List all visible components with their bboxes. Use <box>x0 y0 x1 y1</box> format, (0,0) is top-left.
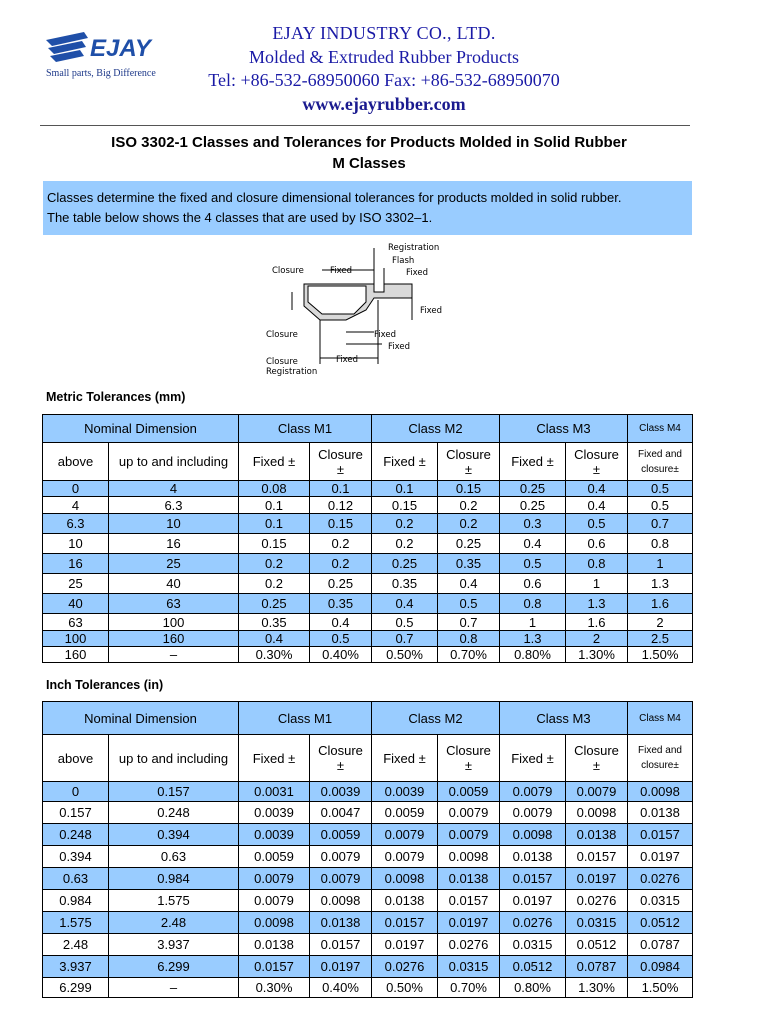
table-cell: 1.50% <box>628 647 693 663</box>
table-cell: 0.0039 <box>310 782 372 802</box>
table-cell: 0.2 <box>239 554 310 574</box>
diagram-label: Fixed <box>330 266 353 276</box>
table-cell: 0.25 <box>372 554 438 574</box>
table-cell: 0.0157 <box>438 890 500 912</box>
subheader-fixed: Fixed ± <box>372 735 438 782</box>
table-cell: 0.35 <box>239 614 310 631</box>
table-cell: 4 <box>109 481 239 497</box>
table-cell: 0.0079 <box>438 824 500 846</box>
table-cell: 0.0079 <box>500 782 566 802</box>
table-cell: 0.0059 <box>438 782 500 802</box>
table-cell: 0.25 <box>500 497 566 514</box>
subheader-upto: up to and including <box>109 443 239 481</box>
table-subheader-row <box>43 443 693 481</box>
table-cell: 6.299 <box>43 978 109 998</box>
table-cell: 0.35 <box>438 554 500 574</box>
company-website[interactable]: www.ejayrubber.com <box>302 94 466 114</box>
table-cell: 3.937 <box>43 956 109 978</box>
table-cell: 0.0079 <box>372 824 438 846</box>
table-cell: 160 <box>109 631 239 647</box>
table-cell: 0.0197 <box>628 846 693 868</box>
table-cell: 2.48 <box>109 912 239 934</box>
logo-wordmark: EJAY <box>90 35 151 62</box>
description-box <box>43 181 692 235</box>
table-cell: 0.0787 <box>628 934 693 956</box>
table-cell: 0.4 <box>372 594 438 614</box>
table-cell: 0.0157 <box>500 868 566 890</box>
table-cell: 0.984 <box>109 868 239 890</box>
table-cell: 0.4 <box>310 614 372 631</box>
table-row <box>43 554 693 574</box>
table-row <box>43 647 693 663</box>
subheader-m4: Fixed and closure± <box>628 443 693 481</box>
table-cell: 0.2 <box>372 534 438 554</box>
subheader-fixed: Fixed ± <box>500 443 566 481</box>
table-cell: 0.394 <box>109 824 239 846</box>
metric-tolerance-table <box>42 414 693 663</box>
table-cell: 0.1 <box>310 481 372 497</box>
table-cell: 0.248 <box>109 802 239 824</box>
diagram-label: Closure <box>266 357 298 367</box>
table-cell: 0.0157 <box>628 824 693 846</box>
subheader-closure: Closure ± <box>438 735 500 782</box>
table-cell: 0.0031 <box>239 782 310 802</box>
table-cell: 0.0098 <box>438 846 500 868</box>
table-cell: 0.4 <box>239 631 310 647</box>
table-cell: 0.40% <box>310 647 372 663</box>
header-divider <box>40 125 690 126</box>
table-row <box>43 978 693 998</box>
table-cell: 0.0197 <box>310 956 372 978</box>
table-cell: 0.80% <box>500 978 566 998</box>
metric-section-label: Metric Tolerances (mm) <box>46 390 186 404</box>
table-cell: 0.80% <box>500 647 566 663</box>
table-cell: 0.25 <box>438 534 500 554</box>
table-cell: 0.0098 <box>500 824 566 846</box>
table-row <box>43 802 693 824</box>
company-products: Molded & Extruded Rubber Products <box>249 47 519 67</box>
table-cell: 0.0059 <box>239 846 310 868</box>
table-cell: 0 <box>43 481 109 497</box>
table-cell: – <box>109 978 239 998</box>
diagram-label: Registration <box>388 243 440 253</box>
table-cell: 0.1 <box>372 481 438 497</box>
table-cell: 0.63 <box>109 846 239 868</box>
table-cell: 0.157 <box>109 782 239 802</box>
description-line: The table below shows the 4 classes that are used by ISO 3302–1. <box>47 210 433 225</box>
table-cell: 0.70% <box>438 647 500 663</box>
table-cell: 0.0098 <box>372 868 438 890</box>
table-cell: 0.0059 <box>310 824 372 846</box>
table-row <box>43 481 693 497</box>
table-cell: 0.30% <box>239 647 310 663</box>
table-cell: 16 <box>43 554 109 574</box>
table-cell: 2.48 <box>43 934 109 956</box>
diagram-label: Fixed <box>406 268 429 278</box>
header-class-m4: Class M4 <box>628 702 693 735</box>
table-cell: 0.35 <box>372 574 438 594</box>
table-subheader-row <box>43 735 693 782</box>
table-cell: 0.15 <box>372 497 438 514</box>
table-cell: 0.8 <box>500 594 566 614</box>
table-cell: 0.0197 <box>500 890 566 912</box>
table-cell: 0.2 <box>239 574 310 594</box>
table-cell: 0.0138 <box>372 890 438 912</box>
table-cell: 0.2 <box>372 514 438 534</box>
diagram-label: Closure <box>272 266 304 276</box>
table-cell: 16 <box>109 534 239 554</box>
table-row <box>43 534 693 554</box>
table-cell: 0.0047 <box>310 802 372 824</box>
table-cell: 0.0098 <box>566 802 628 824</box>
table-cell: 0.2 <box>310 534 372 554</box>
table-cell: 0.0138 <box>438 868 500 890</box>
table-cell: 0.40% <box>310 978 372 998</box>
subheader-fixed: Fixed ± <box>372 443 438 481</box>
subheader-above: above <box>43 443 109 481</box>
table-cell: 4 <box>43 497 109 514</box>
table-cell: 0.7 <box>438 614 500 631</box>
table-cell: 0.25 <box>500 481 566 497</box>
table-cell: 0.0098 <box>628 782 693 802</box>
table-cell: 25 <box>43 574 109 594</box>
table-cell: 0.0079 <box>566 782 628 802</box>
diagram-label: Fixed <box>388 342 411 352</box>
table-row <box>43 631 693 647</box>
subheader-closure: Closure ± <box>310 735 372 782</box>
table-cell: 0.08 <box>239 481 310 497</box>
header-class-m1: Class M1 <box>239 415 372 443</box>
table-cell: 0.70% <box>438 978 500 998</box>
table-cell: 0.0276 <box>628 868 693 890</box>
table-cell: 0.0039 <box>239 824 310 846</box>
table-header-row <box>43 415 693 443</box>
header-class-m4: Class M4 <box>628 415 693 443</box>
header-class-m3: Class M3 <box>500 702 628 735</box>
table-cell: 0.5 <box>566 514 628 534</box>
table-cell: 0.3 <box>500 514 566 534</box>
table-cell: 0.30% <box>239 978 310 998</box>
table-cell: 0.248 <box>43 824 109 846</box>
table-header-row <box>43 702 693 735</box>
table-cell: 1.3 <box>566 594 628 614</box>
table-cell: 0.0079 <box>500 802 566 824</box>
table-cell: 1.50% <box>628 978 693 998</box>
table-cell: 1.30% <box>566 647 628 663</box>
table-cell: 0.5 <box>628 481 693 497</box>
table-cell: – <box>109 647 239 663</box>
subheader-closure: Closure ± <box>310 443 372 481</box>
table-cell: 0.8 <box>566 554 628 574</box>
table-cell: 0.0512 <box>628 912 693 934</box>
table-cell: 0.5 <box>310 631 372 647</box>
table-row <box>43 934 693 956</box>
table-cell: 0.0157 <box>239 956 310 978</box>
subheader-closure: Closure ± <box>566 443 628 481</box>
diagram-label: Registration <box>266 367 318 377</box>
table-cell: 0.5 <box>372 614 438 631</box>
table-cell: 0.394 <box>43 846 109 868</box>
table-cell: 0.4 <box>438 574 500 594</box>
table-cell: 1 <box>500 614 566 631</box>
table-cell: 63 <box>109 594 239 614</box>
table-cell: 0.0276 <box>438 934 500 956</box>
subheader-m4: Fixed and closure± <box>628 735 693 782</box>
table-cell: 1.6 <box>566 614 628 631</box>
table-cell: 1 <box>566 574 628 594</box>
table-cell: 0.0079 <box>372 846 438 868</box>
subheader-above: above <box>43 735 109 782</box>
table-cell: 0.15 <box>438 481 500 497</box>
table-cell: 0.25 <box>310 574 372 594</box>
table-cell: 0.0098 <box>310 890 372 912</box>
table-cell: 0.2 <box>310 554 372 574</box>
table-row <box>43 824 693 846</box>
table-row <box>43 846 693 868</box>
table-cell: 0.0059 <box>372 802 438 824</box>
table-cell: 0.35 <box>310 594 372 614</box>
company-contact: Tel: +86-532-68950060 Fax: +86-532-68950070 <box>208 70 560 90</box>
table-cell: 0.63 <box>43 868 109 890</box>
table-cell: 0.0157 <box>566 846 628 868</box>
table-cell: 0.0276 <box>566 890 628 912</box>
header-class-m3: Class M3 <box>500 415 628 443</box>
table-cell: 0.0276 <box>372 956 438 978</box>
subheader-closure: Closure ± <box>566 735 628 782</box>
table-cell: 10 <box>43 534 109 554</box>
table-row <box>43 514 693 534</box>
table-cell: 0.157 <box>43 802 109 824</box>
table-cell: 0.6 <box>566 534 628 554</box>
table-cell: 0.4 <box>500 534 566 554</box>
page-title: ISO 3302-1 Classes and Tolerances for Products Molded in Solid Rubber <box>111 134 627 151</box>
table-cell: 0.12 <box>310 497 372 514</box>
table-row <box>43 574 693 594</box>
table-cell: 0.0197 <box>372 934 438 956</box>
inch-tolerance-table <box>42 701 693 998</box>
table-cell: 0.0138 <box>566 824 628 846</box>
table-cell: 0.0512 <box>566 934 628 956</box>
subheader-fixed: Fixed ± <box>239 443 310 481</box>
subheader-fixed: Fixed ± <box>500 735 566 782</box>
table-cell: 1.3 <box>500 631 566 647</box>
diagram-label: Closure <box>266 330 298 340</box>
table-row <box>43 497 693 514</box>
table-cell: 0 <box>43 782 109 802</box>
header-class-m2: Class M2 <box>372 415 500 443</box>
table-cell: 63 <box>43 614 109 631</box>
table-cell: 100 <box>43 631 109 647</box>
table-cell: 0.0315 <box>566 912 628 934</box>
table-cell: 0.0138 <box>628 802 693 824</box>
table-cell: 0.0315 <box>628 890 693 912</box>
table-cell: 1.575 <box>43 912 109 934</box>
table-cell: 0.0512 <box>500 956 566 978</box>
table-cell: 0.4 <box>566 497 628 514</box>
table-row <box>43 956 693 978</box>
header-nominal: Nominal Dimension <box>43 702 239 735</box>
table-cell: 2.5 <box>628 631 693 647</box>
table-cell: 0.5 <box>500 554 566 574</box>
table-cell: 1.3 <box>628 574 693 594</box>
table-cell: 0.15 <box>310 514 372 534</box>
description-line: Classes determine the fixed and closure dimensional tolerances for products molded in solid rubber. <box>47 190 622 205</box>
company-name: EJAY INDUSTRY CO., LTD. <box>272 23 496 43</box>
page-subtitle: M Classes <box>332 155 406 172</box>
table-cell: 1 <box>628 554 693 574</box>
table-cell: 0.15 <box>239 534 310 554</box>
table-cell: 0.8 <box>628 534 693 554</box>
table-cell: 0.0079 <box>239 868 310 890</box>
diagram-label: Flash <box>392 256 415 266</box>
table-cell: 0.0197 <box>438 912 500 934</box>
table-cell: 0.2 <box>438 497 500 514</box>
table-cell: 0.4 <box>566 481 628 497</box>
table-cell: 0.0984 <box>628 956 693 978</box>
table-row <box>43 782 693 802</box>
company-tagline: Small parts, Big Difference <box>46 68 156 79</box>
table-cell: 0.0315 <box>500 934 566 956</box>
diagram-label: Fixed <box>374 330 397 340</box>
table-cell: 0.0039 <box>239 802 310 824</box>
table-cell: 40 <box>43 594 109 614</box>
table-row <box>43 912 693 934</box>
table-cell: 0.0197 <box>566 868 628 890</box>
table-cell: 0.0138 <box>500 846 566 868</box>
table-cell: 160 <box>43 647 109 663</box>
table-row <box>43 614 693 631</box>
table-cell: 0.6 <box>500 574 566 594</box>
header-nominal: Nominal Dimension <box>43 415 239 443</box>
subheader-fixed: Fixed ± <box>239 735 310 782</box>
table-cell: 0.0079 <box>310 846 372 868</box>
table-cell: 0.1 <box>239 514 310 534</box>
table-cell: 0.0157 <box>310 934 372 956</box>
table-cell: 0.25 <box>239 594 310 614</box>
table-cell: 3.937 <box>109 934 239 956</box>
table-cell: 0.0039 <box>372 782 438 802</box>
table-cell: 0.0276 <box>500 912 566 934</box>
table-cell: 40 <box>109 574 239 594</box>
table-cell: 0.984 <box>43 890 109 912</box>
table-cell: 10 <box>109 514 239 534</box>
table-cell: 0.0138 <box>239 934 310 956</box>
header-class-m1: Class M1 <box>239 702 372 735</box>
table-row <box>43 594 693 614</box>
part-inner <box>308 286 366 314</box>
table-cell: 100 <box>109 614 239 631</box>
table-cell: 0.0138 <box>310 912 372 934</box>
table-cell: 6.3 <box>109 497 239 514</box>
table-cell: 0.0079 <box>310 868 372 890</box>
table-cell: 0.0315 <box>438 956 500 978</box>
table-cell: 0.0079 <box>239 890 310 912</box>
table-cell: 0.0787 <box>566 956 628 978</box>
subheader-closure: Closure ± <box>438 443 500 481</box>
table-cell: 0.1 <box>239 497 310 514</box>
table-cell: 2 <box>628 614 693 631</box>
table-cell: 0.0079 <box>438 802 500 824</box>
table-cell: 0.2 <box>438 514 500 534</box>
table-cell: 0.0157 <box>372 912 438 934</box>
table-cell: 6.299 <box>109 956 239 978</box>
table-cell: 0.5 <box>628 497 693 514</box>
table-cell: 2 <box>566 631 628 647</box>
table-cell: 0.7 <box>628 514 693 534</box>
table-cell: 1.575 <box>109 890 239 912</box>
diagram-label: Fixed <box>336 355 359 365</box>
inch-section-label: Inch Tolerances (in) <box>46 678 164 692</box>
subheader-upto: up to and including <box>109 735 239 782</box>
table-cell: 0.0098 <box>239 912 310 934</box>
table-cell: 0.7 <box>372 631 438 647</box>
table-cell: 6.3 <box>43 514 109 534</box>
tolerance-diagram <box>262 240 452 380</box>
table-cell: 1.6 <box>628 594 693 614</box>
table-cell: 0.8 <box>438 631 500 647</box>
table-row <box>43 868 693 890</box>
header-class-m2: Class M2 <box>372 702 500 735</box>
table-cell: 0.50% <box>372 647 438 663</box>
diagram-label: Fixed <box>420 306 443 316</box>
table-cell: 0.5 <box>438 594 500 614</box>
table-cell: 0.50% <box>372 978 438 998</box>
table-cell: 1.30% <box>566 978 628 998</box>
table-row <box>43 890 693 912</box>
table-cell: 25 <box>109 554 239 574</box>
